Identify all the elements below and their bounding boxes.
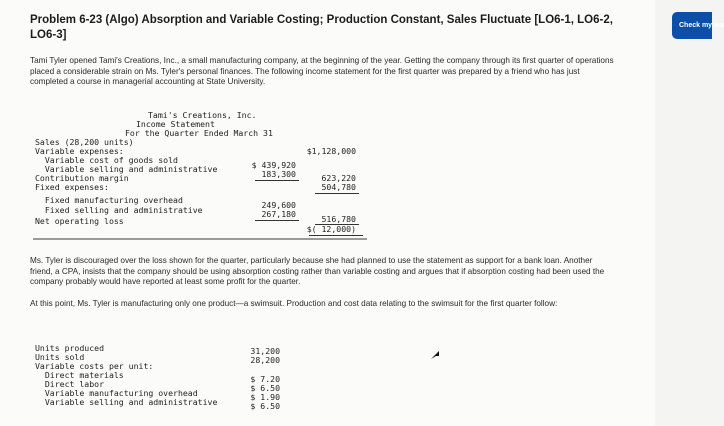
statement-row-label: Variable cost of goods sold [35, 155, 178, 165]
production-row-value: 31,200 [250, 346, 280, 356]
production-row-value: $ 7.20 [250, 374, 280, 384]
statement-row-col2: 504,780 [321, 182, 356, 192]
discussion-paragraph-1: Ms. Tyler is discouraged over the loss shown for the quarter, particularly because she had planned to use the statement as support for a bank loan. Another friend, a CPA, insists that the company should be using absorption costing rather than variable costing and argues that if absorption costing had been used the company probably would have reported at least some profit for the quarter. [30, 256, 605, 286]
production-row-value: $ 6.50 [250, 401, 280, 411]
statement-company: Tami's Creations, Inc. [148, 110, 257, 120]
statement-row-col2: 516,780 [321, 214, 356, 224]
production-row-value: $ 1.90 [250, 392, 280, 402]
check-my-work-button[interactable]: Check my wo [672, 12, 712, 39]
statement-row-col1: 267,180 [261, 209, 296, 219]
statement-name: Income Statement [136, 119, 215, 129]
statement-bottom-rule [33, 238, 367, 240]
production-row-label: Variable costs per unit: [35, 361, 154, 371]
income-statement [33, 108, 367, 240]
statement-row-col2: $( 12,000) [306, 224, 356, 234]
discussion-paragraph-2: At this point, Ms. Tyler is manufacturing only one product—a swimsuit. Production and cost data relating to the swimsuit for the first quarter follow: [30, 299, 558, 308]
statement-row-label: Fixed selling and administrative [35, 205, 203, 215]
statement-row-label: Variable selling and administrative [35, 164, 218, 174]
production-row-value: 28,200 [250, 355, 280, 365]
production-row-label: Variable selling and administrative [35, 397, 218, 407]
production-row-value: $ 6.50 [250, 383, 280, 393]
mouse-pointer-icon [430, 350, 440, 360]
problem-title: Problem 6-23 (Algo) Absorption and Variable Costing; Production Constant, Sales Fluctuate [LO6-1, LO6-2, LO6-3] [30, 14, 613, 41]
underline [255, 220, 299, 221]
underline [315, 193, 359, 194]
statement-row-col1: 183,300 [261, 169, 296, 179]
statement-row-label: Net operating loss [35, 216, 124, 226]
statement-row-label: Variable expenses: [35, 146, 124, 156]
statement-row-col2: $1,128,000 [306, 146, 356, 156]
statement-period: For the Quarter Ended March 31 [125, 128, 273, 138]
statement-row-col1: 249,600 [261, 200, 296, 210]
statement-row-label: Fixed expenses: [35, 182, 109, 192]
underline [255, 180, 299, 181]
statement-row-label: Contribution margin [35, 173, 129, 183]
production-row-label: Variable manufacturing overhead [35, 388, 198, 398]
production-row-label: Direct materials [35, 370, 124, 380]
statement-row-col2: 623,220 [321, 173, 356, 183]
statement-row-col1: $ 439,920 [251, 160, 296, 170]
statement-row-label: Fixed manufacturing overhead [35, 195, 183, 205]
production-row-label: Units produced [35, 343, 105, 353]
production-row-label: Direct labor [35, 379, 105, 389]
intro-paragraph: Tami Tyler opened Tami's Creations, Inc., a small manufacturing company, at the beginning of the year. Getting the company through its first quarter of operations placed a considerable strain on Ms. Tyler's personal finances. The following income statement for the first quarter was prepared by a friend who has just completed a course in managerial accounting at State University. [30, 56, 614, 86]
production-row-label: Units sold [35, 352, 85, 362]
statement-row-label: Sales (28,200 units) [35, 137, 134, 147]
